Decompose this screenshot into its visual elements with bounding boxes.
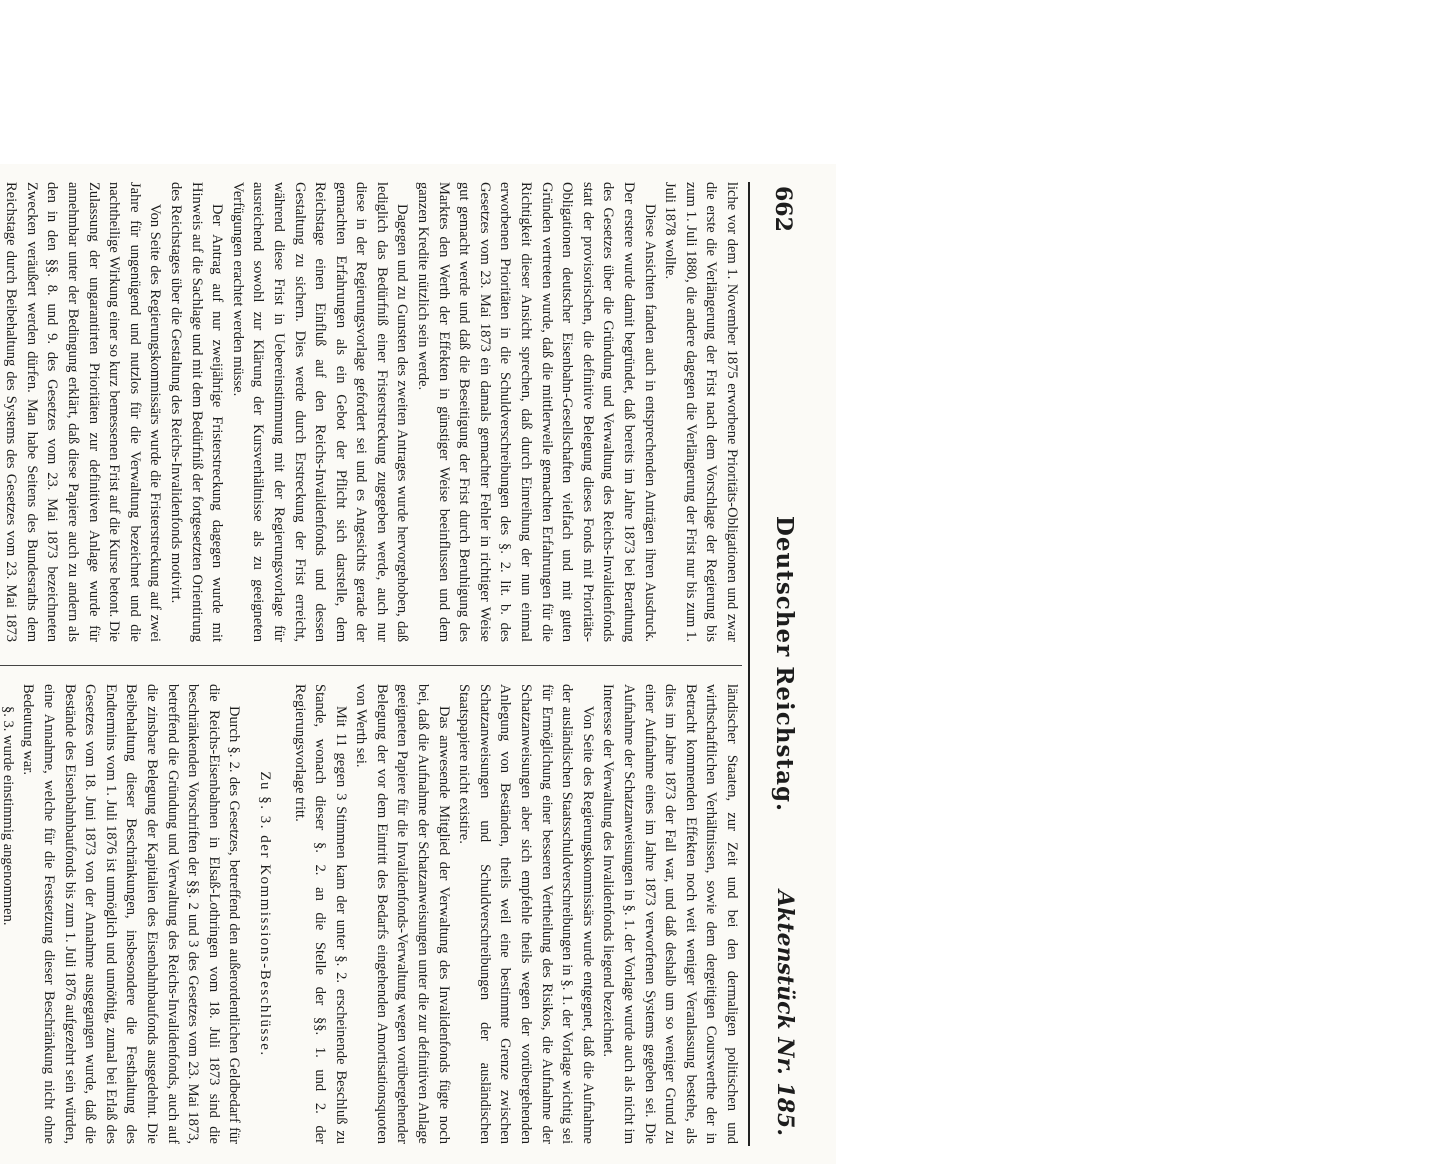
- left-column: [0, 182, 742, 642]
- running-title: Deutscher Reichstag.: [771, 515, 798, 813]
- paragraph: Dagegen und zu Gunsten des zweiten Antrages wurde hervorgehoben, daß lediglich das Bedürfniß einer Fristerstreckung zugegeben werde, auch nur diese in der Regierungsvorlage gefordert sei und es Angesichts gerade der gemachten Erfahrungen als ein Gebot der Pflicht sich darstelle, dem Reichstage einen Einfluß auf den Reichs-Invalidenfonds und dessen Gestaltung zu sichern. Dies werde durch Erstreckung der Frist erreicht, während diese Frist in Uebereinstimmung mit der Regierungsvorlage für ausreichend sowohl zur Klärung der Kursverhältnisse als zu geeigneten Verfügungen erachtet werden müsse.: [229, 182, 411, 642]
- paragraph: Das anwesende Mitglied der Verwaltung des Invalidenfonds fügte noch bei, daß die Aufnahme der Schatzanweisungen unter die zur definitiven Anlage geeigneten Papiere für die Invalidenfonds-Verwaltung wegen vorübergehender Belegung der vor dem Eintritt des Bedarfs eingehenden Amortisationsquoten von Werth sei.: [353, 684, 452, 1144]
- paragraph: liche vor dem 1. November 1875 erworbene Prioritäts-Obligationen und zwar die erste die Verlängerung der Frist nach dem Vorschlage der Regierung bis zum 1. Juli 1880, die andere dagegen die Verlängerung der Frist nur bis zum 1. Juli 1878 wollte.: [662, 182, 740, 642]
- section-heading: Zu §. 3. der Kommissions-Beschlüsse.: [256, 771, 273, 1057]
- paragraph: Von Seite des Regierungskommissärs wurde die Fristerstreckung auf zwei Jahre für ungenügend und nutzlos für die Verwaltung bezeichnet und die nachtheilige Wirkung einer so kurz bemessenen Frist auf die Kurse betont. Die Zulassung der ungarantirten Prioritäten zur definitiven Anlage wurde für annehmbar unter der Bedingung erklärt, daß diese Papiere auch zu andern als den in den §§. 8. und 9. des Gesetzes vom 23. Mai 1873 bezeichneten Zwecken veräußert werden dürfen. Man habe Seitens des Bundesraths dem Reichstage durch Beibehaltung des Systems des Gesetzes vom 23. Mai 1873: [3, 182, 164, 642]
- paragraph: §. 3. wurde einstimmig angenommen.: [0, 706, 16, 926]
- file-number: Aktenstück Nr. 185.: [772, 890, 798, 1136]
- paragraph: Von Seite des Regierungskommissärs wurde entgegnet, daß die Aufnahme der ausländischen Staatsschuldverschreibungen in §. 1. der Vorlage wichtig sei für Ermöglichung einer besseren Vertheilung des Risikos, die Aufnahme der Schatzanweisungen aber sich empfehle theils wegen der vorübergehenden Anlegung von Beständen, theils weil eine bestimmte Grenze zwischen Schatzanweisungen und Schuldverschreibungen der ausländischen Staatspapiere nicht existire.: [456, 684, 596, 1144]
- paragraph: Durch §. 2. des Gesetzes, betreffend den außerordentlichen Geldbedarf für die Reichs-Eisenbahnen in Elsaß-Lothringen vom 18. Juli 1873 sind die beschränkenden Vorschriften der §§. 2 und 3 des Gesetzes vom 23. Mai 1873, betreffend die Gründung und Verwaltung des Reichs-Invalidenfonds, auch auf die zinsbare Belegung der Kapitalien des Eisenbahnbaufonds ausgedehnt. Die Beibehaltung dieser Beschränkungen, insbesondere die Festhaltung des Endtermins vom 1. Juli 1876 ist unmöglich und unnöthig, zumal bei Erlaß des Gesetzes vom 18. Juni 1873 von der Annahme ausgegangen wurde, daß die Bestände des Eisenbahnbaufonds bis zum 1. Juli 1876 aufgezehrt sein würden, eine Annahme, welche für die Festsetzung dieser Beschränkung nicht ohne Bedeutung war.: [20, 684, 243, 1144]
- document-page: [0, 164, 836, 1164]
- header-rule: [748, 182, 750, 1146]
- column-divider: [0, 665, 742, 666]
- paragraph: Der Antrag auf nur zweijährige Fristerstreckung dagegen wurde mit Hinweis auf die Sachlage und mit dem Bedürfniß der fortgesetzten Orientirung des Reichstages über die Gestaltung des Reichs-Invalidenfonds motivirt.: [167, 182, 226, 642]
- paragraph: Diese Ansichten fanden auch in entsprechenden Anträgen ihren Ausdruck. Der erstere wurde damit begründet, daß bereits im Jahre 1873 bei Berathung des Gesetzes über die Gründung und Verwaltung des Reichs-Invalidenfonds statt der provisorischen, die definitive Belegung dieses Fonds mit Prioritäts-Obligationen deutscher Eisenbahn-Gesellschaften vielfach und mit guten Gründen vertreten wurde, daß die mittlerweile gemachten Erfahrungen für die Richtigkeit dieser Ansicht sprechen, daß durch Einreihung der nun einmal erworbenen Prioritäten in die Schuldverschreibungen des §. 2. lit. b. des Gesetzes vom 23. Mai 1873 ein damals gemachter Fehler in richtiger Weise gut gemacht werde und daß die Beseitigung der Frist durch Beruhigung des Marktes den Werth der Effekten in günstiger Weise beeinflussen und dem ganzen Kredite nützlich sein werde.: [415, 182, 658, 642]
- paragraph: ländischer Staaten, zur Zeit und bei den dermaligen politischen und wirthschaftlichen Verhältnissen, sowie dem dergeitigen Courswerthe der in Betracht kommenden Effekten noch weit weniger Veranlassung bestehe, als dies im Jahre 1873 der Fall war, und daß deshalb um so weniger Grund zu einer Aufnahme eines im Jahre 1873 verworfenen Systems gegeben sei. Die Aufnahme der Schatzanweisungen in §. 1. der Vorlage wurde auch als nicht im Interesse der Verwaltung des Invalidenfonds liegend bezeichnet.: [600, 684, 740, 1144]
- right-column: [0, 684, 742, 1144]
- paragraph: Mit 11 gegen 3 Stimmen kam der unter §. 2. erscheinende Beschluß zu Stande, wonach dieser §. 2. an die Stelle der §§. 1. und 2. der Regierungsvorlage tritt.: [291, 684, 349, 1144]
- page-number: 662: [770, 186, 796, 232]
